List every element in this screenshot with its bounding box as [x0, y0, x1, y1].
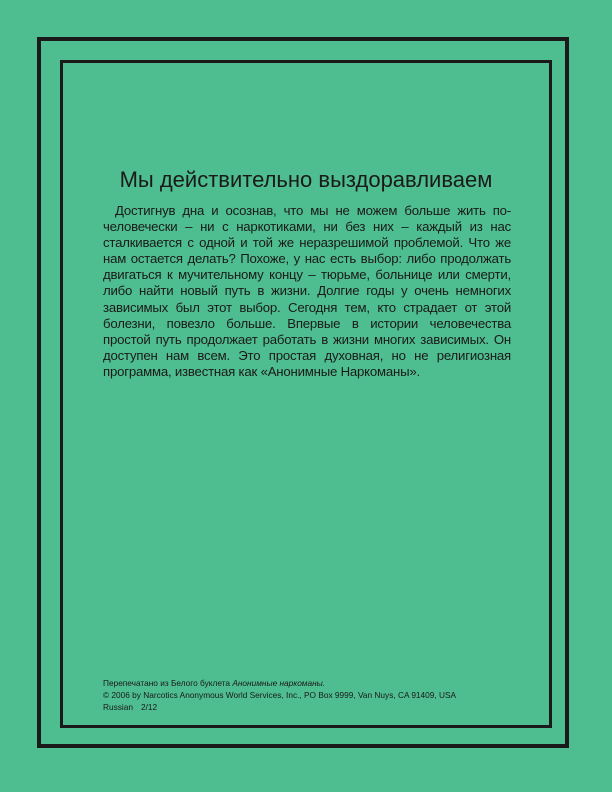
reprint-note: [103, 677, 533, 689]
footer: [103, 677, 533, 713]
inner-border: [60, 60, 552, 728]
revision-label: 2/12: [140, 702, 158, 712]
language-revision-line: [103, 701, 533, 713]
reprint-prefix: Перепечатано из Белого буклета: [103, 678, 233, 688]
language-label: Russian: [103, 702, 133, 712]
body-paragraph: Достигнув дна и осознав, что мы не можем больше жить по-человечески – ни с наркотиками, ни без них – каждый из нас сталкивается с одной и той же неразрешимой проблемой. Что же нам остается делать? Похоже, у нас есть выбор: либо продолжать двигаться к мучительному концу – тюрьме, больнице или смерти, либо найти новый путь в жизни. Долгие годы у очень немногих зависимых был этот выбор. Сегодня тем, кто страдает от этой болезни, повезло больше. Впервые в истории человечества простой путь продолжает работать в жизни многих зависимых. Он доступен нам всем. Это простая духовная, но не религиозная программа, известная как «Анонимные Наркоманы».: [103, 203, 511, 379]
copyright-line: © 2006 by Narcotics Anonymous World Services, Inc., PO Box 9999, Van Nuys, CA 91409, USA: [103, 690, 457, 700]
page-title: Мы действительно выздоравливаем: [119, 167, 493, 192]
reprint-source: Анонимные наркоманы.: [232, 678, 326, 688]
